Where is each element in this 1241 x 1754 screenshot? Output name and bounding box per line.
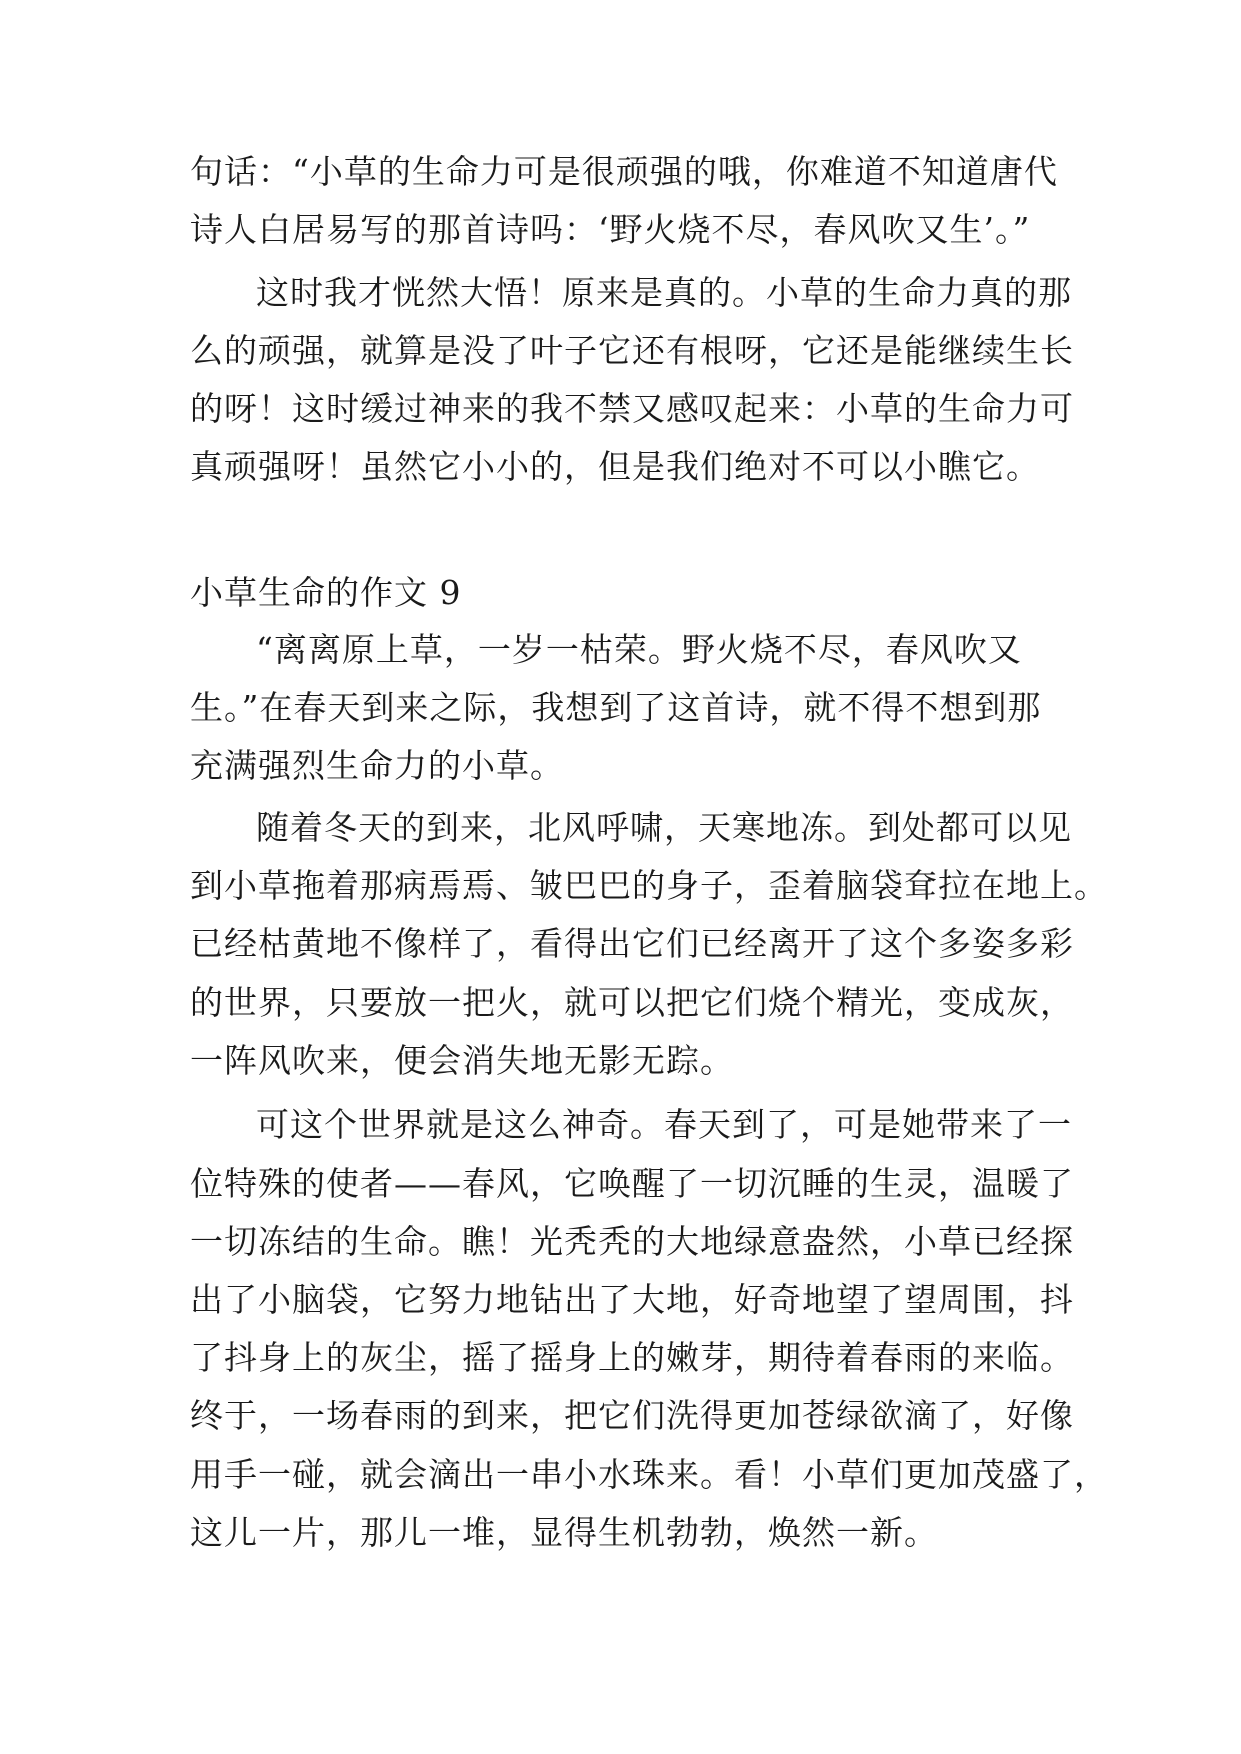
text-line: 用手一碰，就会滴出一串小水珠来。看！小草们更加茂盛了， — [190, 1455, 1108, 1494]
text-line: 一阵风吹来，便会消失地无影无踪。 — [190, 1041, 734, 1080]
paragraph-start-line: 这时我才恍然大悟！原来是真的。小草的生命力真的那 — [256, 273, 1072, 312]
text-line: 了抖身上的灰尘，摇了摇身上的嫩芽，期待着春雨的来临。 — [190, 1338, 1074, 1377]
text-line: 出了小脑袋，它努力地钻出了大地，好奇地望了望周围，抖 — [190, 1280, 1074, 1319]
text-line: 已经枯黄地不像样了，看得出它们已经离开了这个多姿多彩 — [190, 924, 1074, 963]
paragraph-start-line: 可这个世界就是这么神奇。春天到了，可是她带来了一 — [256, 1105, 1072, 1144]
text-line: 诗人白居易写的那首诗吗：‘野火烧不尽，春风吹又生’。” — [190, 210, 1031, 249]
text-line: 一切冻结的生命。瞧！光秃秃的大地绿意盎然，小草已经探 — [190, 1222, 1074, 1261]
text-line: 句话：“小草的生命力可是很顽强的哦，你难道不知道唐代 — [190, 152, 1058, 191]
text-line: 充满强烈生命力的小草。 — [190, 746, 564, 785]
text-line: 真顽强呀！虽然它小小的，但是我们绝对不可以小瞧它。 — [190, 447, 1040, 486]
section-heading: 小草生命的作文 9 — [190, 573, 462, 612]
text-line: 终于，一场春雨的到来，把它们洗得更加苍绿欲滴了，好像 — [190, 1396, 1074, 1435]
text-line: 生。”在春天到来之际，我想到了这首诗，就不得不想到那 — [190, 688, 1042, 727]
text-line: 位特殊的使者——春风，它唤醒了一切沉睡的生灵，温暖了 — [190, 1164, 1074, 1203]
paragraph-start-line: 随着冬天的到来，北风呼啸，天寒地冻。到处都可以见 — [256, 808, 1072, 847]
paragraph-start-line: “离离原上草，一岁一枯荣。野火烧不尽，春风吹又 — [256, 630, 1022, 669]
text-line: 这儿一片，那儿一堆，显得生机勃勃，焕然一新。 — [190, 1513, 938, 1552]
text-line: 的世界，只要放一把火，就可以把它们烧个精光，变成灰， — [190, 983, 1074, 1022]
text-line: 的呀！这时缓过神来的我不禁又感叹起来：小草的生命力可 — [190, 389, 1074, 428]
text-line: 么的顽强，就算是没了叶子它还有根呀，它还是能继续生长 — [190, 331, 1074, 370]
text-line: 到小草拖着那病焉焉、皱巴巴的身子，歪着脑袋耷拉在地上。 — [190, 866, 1108, 905]
